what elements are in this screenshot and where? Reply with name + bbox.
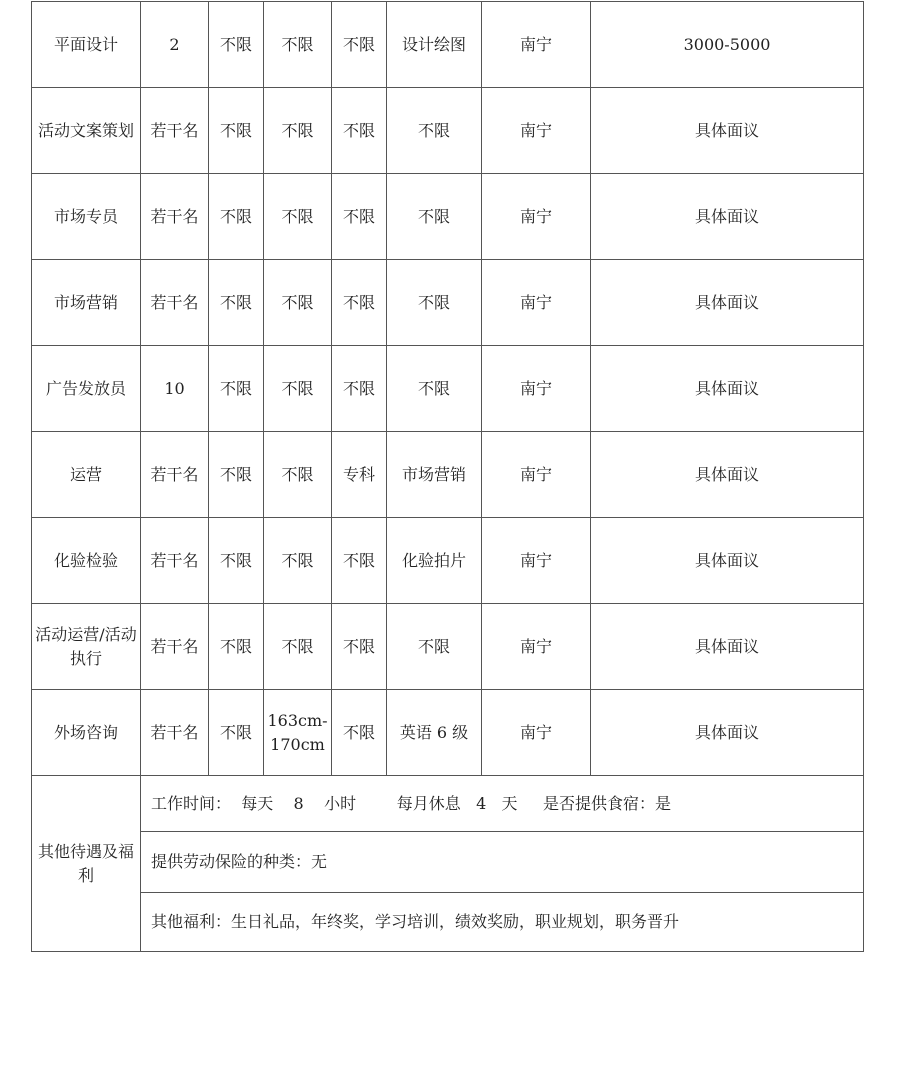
location-cell: 南宁 (482, 604, 591, 690)
position-cell: 市场专员 (32, 174, 141, 260)
table-row (32, 2, 864, 88)
requirement-cell: 不限 (264, 260, 332, 346)
position-cell: 广告发放员 (32, 346, 141, 432)
insurance-label: 提供劳动保险的种类： (151, 852, 312, 871)
work-time-cell (141, 776, 864, 832)
skill-requirement-cell: 不限 (387, 88, 482, 174)
salary-cell: 具体面议 (591, 346, 864, 432)
education-cell: 不限 (332, 346, 387, 432)
rest-days-value: 4 (476, 793, 487, 813)
position-cell: 平面设计 (32, 2, 141, 88)
insurance-cell (141, 832, 864, 893)
table-row (32, 690, 864, 776)
requirement-cell: 不限 (209, 2, 264, 88)
benefits-label: 其他待遇及福利 (32, 776, 141, 952)
requirement-cell: 不限 (209, 604, 264, 690)
skill-requirement-cell: 市场营销 (387, 432, 482, 518)
salary-cell: 具体面议 (591, 432, 864, 518)
requirement-cell: 不限 (209, 88, 264, 174)
benefits-row-other (32, 893, 864, 952)
education-cell: 不限 (332, 690, 387, 776)
table-row (32, 346, 864, 432)
table-row (32, 88, 864, 174)
other-benefits-label: 其他福利： (151, 912, 232, 931)
room-board-label: 是否提供食宿： (542, 793, 655, 813)
education-cell: 不限 (332, 260, 387, 346)
headcount-cell: 10 (141, 346, 209, 432)
benefits-row-insurance (32, 832, 864, 893)
position-cell: 化验检验 (32, 518, 141, 604)
location-cell: 南宁 (482, 346, 591, 432)
salary-cell: 具体面议 (591, 604, 864, 690)
salary-cell: 具体面议 (591, 690, 864, 776)
position-cell: 运营 (32, 432, 141, 518)
salary-cell: 具体面议 (591, 260, 864, 346)
skill-requirement-cell: 化验拍片 (387, 518, 482, 604)
table-row (32, 604, 864, 690)
height-requirement-cell: 163cm-170cm (264, 690, 332, 776)
requirement-cell: 不限 (209, 260, 264, 346)
position-cell: 市场营销 (32, 260, 141, 346)
table-row (32, 432, 864, 518)
other-benefits-value: 生日礼品，年终奖，学习培训，绩效奖励，职业规划，职务晋升 (231, 912, 680, 931)
hours-per-day-value: 8 (293, 793, 304, 813)
monthly-rest-label: 每月休息 (396, 793, 461, 813)
location-cell: 南宁 (482, 88, 591, 174)
location-cell: 南宁 (482, 174, 591, 260)
per-day-label: 每天 (241, 793, 274, 813)
headcount-cell: 若干名 (141, 518, 209, 604)
requirement-cell: 不限 (264, 346, 332, 432)
requirement-cell: 不限 (264, 432, 332, 518)
skill-requirement-cell: 英语 6 级 (387, 690, 482, 776)
position-cell: 外场咨询 (32, 690, 141, 776)
skill-requirement-cell: 设计绘图 (387, 2, 482, 88)
hours-unit: 小时 (324, 793, 357, 813)
position-cell: 活动运营/活动执行 (32, 604, 141, 690)
insurance-value: 无 (311, 852, 328, 871)
requirement-cell: 不限 (209, 518, 264, 604)
education-cell: 不限 (332, 604, 387, 690)
skill-requirement-cell: 不限 (387, 260, 482, 346)
requirement-cell: 不限 (264, 2, 332, 88)
location-cell: 南宁 (482, 260, 591, 346)
headcount-cell: 若干名 (141, 604, 209, 690)
location-cell: 南宁 (482, 518, 591, 604)
education-cell: 不限 (332, 2, 387, 88)
days-unit: 天 (501, 793, 518, 813)
headcount-cell: 若干名 (141, 260, 209, 346)
salary-cell: 3000-5000 (591, 2, 864, 88)
requirement-cell: 不限 (264, 604, 332, 690)
requirement-cell: 不限 (209, 346, 264, 432)
education-cell: 不限 (332, 88, 387, 174)
headcount-cell: 若干名 (141, 690, 209, 776)
benefits-row-work-time (32, 776, 864, 832)
table-row (32, 174, 864, 260)
requirement-cell: 不限 (264, 174, 332, 260)
requirement-cell: 不限 (209, 174, 264, 260)
work-time-label: 工作时间： (151, 793, 232, 813)
skill-requirement-cell: 不限 (387, 604, 482, 690)
location-cell: 南宁 (482, 432, 591, 518)
table-row (32, 518, 864, 604)
room-board-value: 是 (654, 793, 671, 813)
skill-requirement-cell: 不限 (387, 346, 482, 432)
headcount-cell: 若干名 (141, 174, 209, 260)
requirement-cell: 不限 (209, 432, 264, 518)
location-cell: 南宁 (482, 690, 591, 776)
headcount-cell: 若干名 (141, 88, 209, 174)
position-cell: 活动文案策划 (32, 88, 141, 174)
job-listing-table (31, 1, 864, 952)
headcount-cell: 若干名 (141, 432, 209, 518)
requirement-cell: 不限 (264, 518, 332, 604)
salary-cell: 具体面议 (591, 174, 864, 260)
location-cell: 南宁 (482, 2, 591, 88)
education-cell: 不限 (332, 174, 387, 260)
education-cell: 不限 (332, 518, 387, 604)
salary-cell: 具体面议 (591, 518, 864, 604)
other-benefits-cell (141, 893, 864, 952)
requirement-cell: 不限 (264, 88, 332, 174)
skill-requirement-cell: 不限 (387, 174, 482, 260)
requirement-cell: 不限 (209, 690, 264, 776)
education-cell: 专科 (332, 432, 387, 518)
salary-cell: 具体面议 (591, 88, 864, 174)
headcount-cell: 2 (141, 2, 209, 88)
table-row (32, 260, 864, 346)
